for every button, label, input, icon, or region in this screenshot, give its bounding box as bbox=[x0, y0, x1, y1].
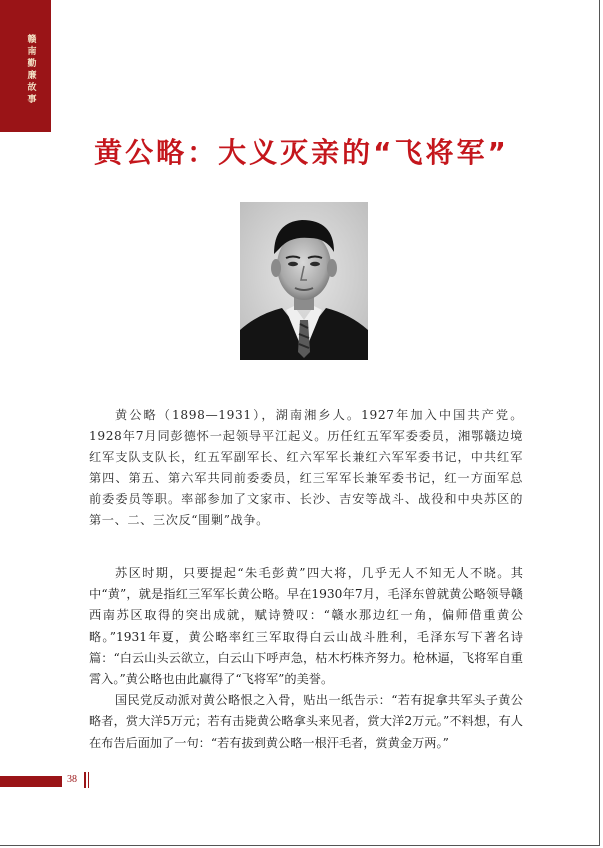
series-title: 赣南勤廉故事 bbox=[27, 35, 37, 105]
body-paragraph: 国民党反动派对黄公略恨之入骨，贴出一纸告示：“若有捉拿共军头子黄公略者，赏大洋5万元；若有击毙黄公略拿头来见者，赏大洋2万元。”不料想，有人在布告后面加了一句：“若有拔到黄公略一根汗毛者，赏黄金万两。” bbox=[89, 693, 523, 750]
body-paragraph: 苏区时期，只要提起“朱毛彭黄”四大将，几乎无人不知无人不晓。其中“黄”，就是指红三军军长黄公略。早在1930年7月，毛泽东曾就黄公略领导赣西南苏区取得的突出成就，赋诗赞叹：“赣水那边红一角，偏师借重黄公略。”1931年夏，黄公略率红三军取得白云山战斗胜利，毛泽东写下著名诗篇：“白云山头云欲立，白云山下呼声急，枯木朽株齐努力。枪林逼，飞将军自重霄入。”黄公略也由此赢得了“飞将军”的美誉。 bbox=[89, 566, 523, 687]
portrait-photo bbox=[240, 202, 368, 360]
article-title: 黄公略：大义灭亲的“飞将军” bbox=[94, 136, 509, 169]
footer-bar bbox=[0, 776, 62, 787]
article-body bbox=[89, 563, 523, 754]
footer-mark bbox=[88, 772, 89, 788]
bio-paragraph: 黄公略（1898—1931），湖南湘乡人。1927年加入中国共产党。1928年7月同彭德怀一起领导平江起义。历任红五军军委委员，湘鄂赣边境红军支队支队长，红五军副军长、红六军军长兼红六军军委书记，中共红军第四、第五、第六军共同前委委员，红三军军长兼军委书记，红一方面军总前委委员等职。率部参加了文家市、长沙、吉安等战斗、战役和中央苏区的第一、二、三次反“围剿”战争。 bbox=[89, 408, 523, 527]
series-tab bbox=[0, 0, 51, 132]
portrait-icon bbox=[240, 202, 368, 360]
footer-mark bbox=[84, 772, 86, 788]
page-number: 38 bbox=[67, 774, 77, 785]
